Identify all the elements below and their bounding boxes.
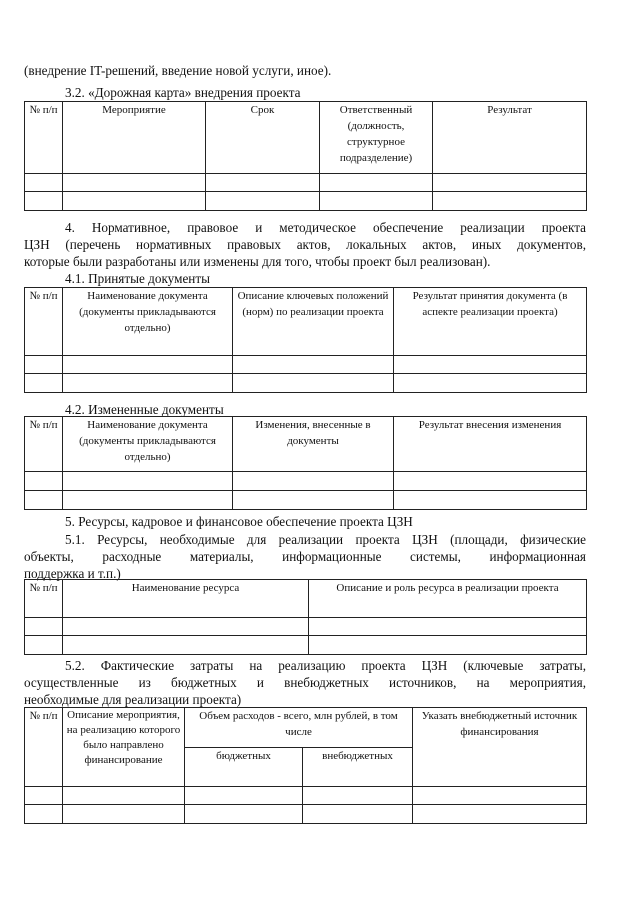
header-cell: № п/п (25, 102, 63, 174)
table-row (25, 174, 587, 192)
resources-table (24, 579, 587, 655)
section-5-2-paragraph (24, 657, 586, 708)
table-row (25, 805, 587, 824)
header-cell: Изменения, внесенные в документы (233, 417, 394, 472)
header-cell: № п/п (25, 708, 63, 787)
paragraph-line: 5.1. Ресурсы, необходимые для реализации проекта ЦЗН (площади, физические (65, 532, 586, 547)
adopted-documents-table (24, 287, 587, 393)
header-cell: внебюджетных (303, 748, 413, 787)
header-cell: № п/п (25, 417, 63, 472)
table-header-row (25, 288, 587, 356)
header-cell: бюджетных (185, 748, 303, 787)
section-3-2-heading: 3.2. «Дорожная карта» внедрения проекта (65, 85, 301, 100)
header-cell: Описание и роль ресурса в реализации проекта (309, 580, 587, 618)
header-cell: Результат внесения изменения (394, 417, 587, 472)
table-header-row (25, 708, 587, 748)
table-header-row (25, 102, 587, 174)
header-cell: Результат принятия документа (в аспекте реализации проекта) (394, 288, 587, 356)
paragraph-line: поддержка и т.п.) (24, 566, 121, 581)
header-cell: Наименование документа (документы прикладываются отдельно) (63, 288, 233, 356)
table-row (25, 636, 587, 655)
header-cell: Объем расходов - всего, млн рублей, в том числе (185, 708, 413, 748)
table-row (25, 787, 587, 805)
section-4-paragraph (24, 219, 586, 270)
table-row (25, 356, 587, 374)
header-cell: Наименование ресурса (63, 580, 309, 618)
header-cell: № п/п (25, 580, 63, 618)
paragraph-line: объекты, расходные материалы, информационные системы, информационная (24, 549, 586, 564)
table-row (25, 192, 587, 211)
section-5-1-paragraph (24, 531, 586, 582)
section-5-heading: 5. Ресурсы, кадровое и финансовое обеспечение проекта ЦЗН (65, 514, 413, 529)
paragraph-line: необходимые для реализации проекта) (24, 692, 242, 707)
costs-table (24, 707, 587, 824)
header-cell: Наименование документа (документы прикладываются отдельно) (63, 417, 233, 472)
header-cell: Срок (206, 102, 320, 174)
paragraph-line: 5.2. Фактические затраты на реализацию проекта ЦЗН (ключевые затраты, (65, 658, 586, 673)
table-row (25, 472, 587, 491)
paragraph-line: 4. Нормативное, правовое и методическое обеспечение реализации проекта (65, 220, 586, 235)
paragraph-line: осуществленные из бюджетных и внебюджетных источников, на мероприятия, (24, 675, 586, 690)
table-row (25, 491, 587, 510)
table-header-row (25, 417, 587, 472)
header-cell: Указать внебюджетный источник финансирования (413, 708, 587, 787)
section-4-2-heading: 4.2. Измененные документы (65, 402, 224, 417)
table-row (25, 374, 587, 393)
table-header-row (25, 580, 587, 618)
paragraph-line: которые были разработаны или изменены для того, чтобы проект был реализован). (24, 254, 491, 269)
intro-line: (внедрение IT-решений, введение новой услуги, иное). (24, 63, 332, 78)
roadmap-table (24, 101, 587, 211)
paragraph-line: ЦЗН (перечень нормативных правовых актов, локальных актов, иных документов, (24, 237, 586, 252)
header-cell: Описание ключевых положений (норм) по реализации проекта (233, 288, 394, 356)
changed-documents-table (24, 416, 587, 510)
header-cell: № п/п (25, 288, 63, 356)
header-cell: Ответственный (должность, структурное подразделение) (320, 102, 433, 174)
section-4-1-heading: 4.1. Принятые документы (65, 271, 210, 286)
header-cell: Описание мероприятия, на реализацию которого было направлено финансирование (63, 708, 185, 787)
header-cell: Мероприятие (63, 102, 206, 174)
header-cell: Результат (433, 102, 587, 174)
table-row (25, 618, 587, 636)
